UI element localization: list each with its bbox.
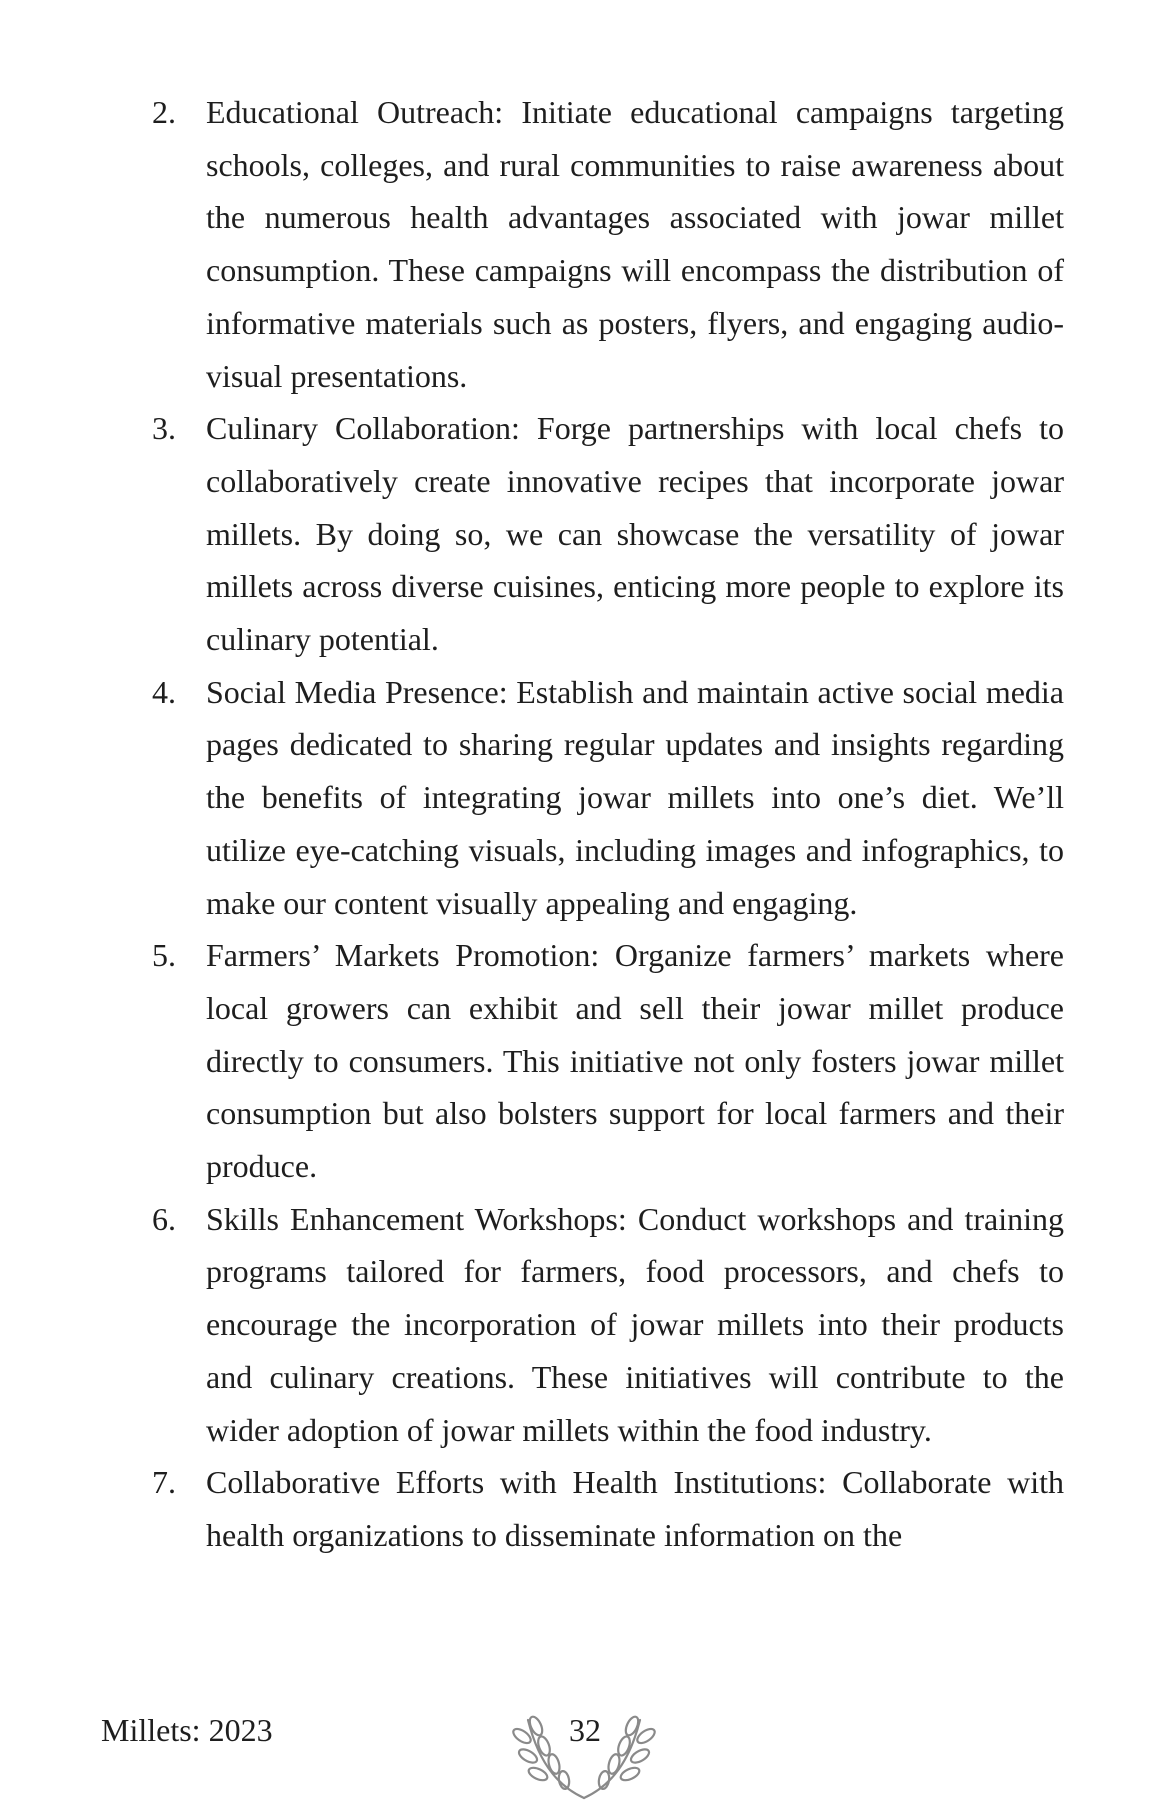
list-item-number: 7. <box>152 1464 176 1501</box>
list-item-number: 5. <box>152 937 176 974</box>
list-item-text: Collaborative Efforts with Health Institutions: Collaborate with health organizations to disseminate information on the <box>206 1464 1064 1553</box>
numbered-list <box>152 86 1064 1562</box>
list-item <box>152 1456 1064 1561</box>
list-item <box>152 929 1064 1193</box>
list-item <box>152 86 1064 402</box>
list-item-number: 3. <box>152 410 176 447</box>
running-footer-title: Millets: 2023 <box>101 1712 273 1748</box>
page-number: 32 <box>569 1712 601 1748</box>
list-item-number: 6. <box>152 1200 176 1237</box>
list-item <box>152 666 1064 930</box>
list-item-text: Farmers’ Markets Promotion: Organize farmers’ markets where local growers can exhibit and sell their jowar millet produce directly to consumers. This initiative not only fosters jowar millet consumption but also bolsters support for local farmers and their produce. <box>206 937 1064 1185</box>
list-item <box>152 1193 1064 1457</box>
list-item-text: Social Media Presence: Establish and maintain active social media pages dedicated to sharing regular updates and insights regarding the benefits of integrating jowar millets into one’s diet. We’ll utilize eye-catching visuals, including images and infographics, to make our content visually appealing and engaging. <box>206 673 1064 921</box>
list-item-text: Educational Outreach: Initiate educational campaigns targeting schools, colleges, and rural communities to raise awareness about the numerous health advantages associated with jowar millet consumption. These campaigns will encompass the distribution of informative materials such as posters, flyers, and engaging audio-visual presentations. <box>206 94 1064 394</box>
list-item-number: 2. <box>152 94 176 130</box>
list-item-number: 4. <box>152 673 176 710</box>
list-item <box>152 402 1064 666</box>
list-item-text: Culinary Collaboration: Forge partnerships with local chefs to collaboratively create innovative recipes that incorporate jowar millets. By doing so, we can showcase the versatility of jowar millets across diverse cuisines, enticing more people to explore its culinary potential. <box>206 410 1064 658</box>
list-item-text: Skills Enhancement Workshops: Conduct workshops and training programs tailored for farmers, food processors, and chefs to encourage the incorporation of jowar millets into their products and culinary creations. These initiatives will contribute to the wider adoption of jowar millets within the food industry. <box>206 1200 1064 1448</box>
